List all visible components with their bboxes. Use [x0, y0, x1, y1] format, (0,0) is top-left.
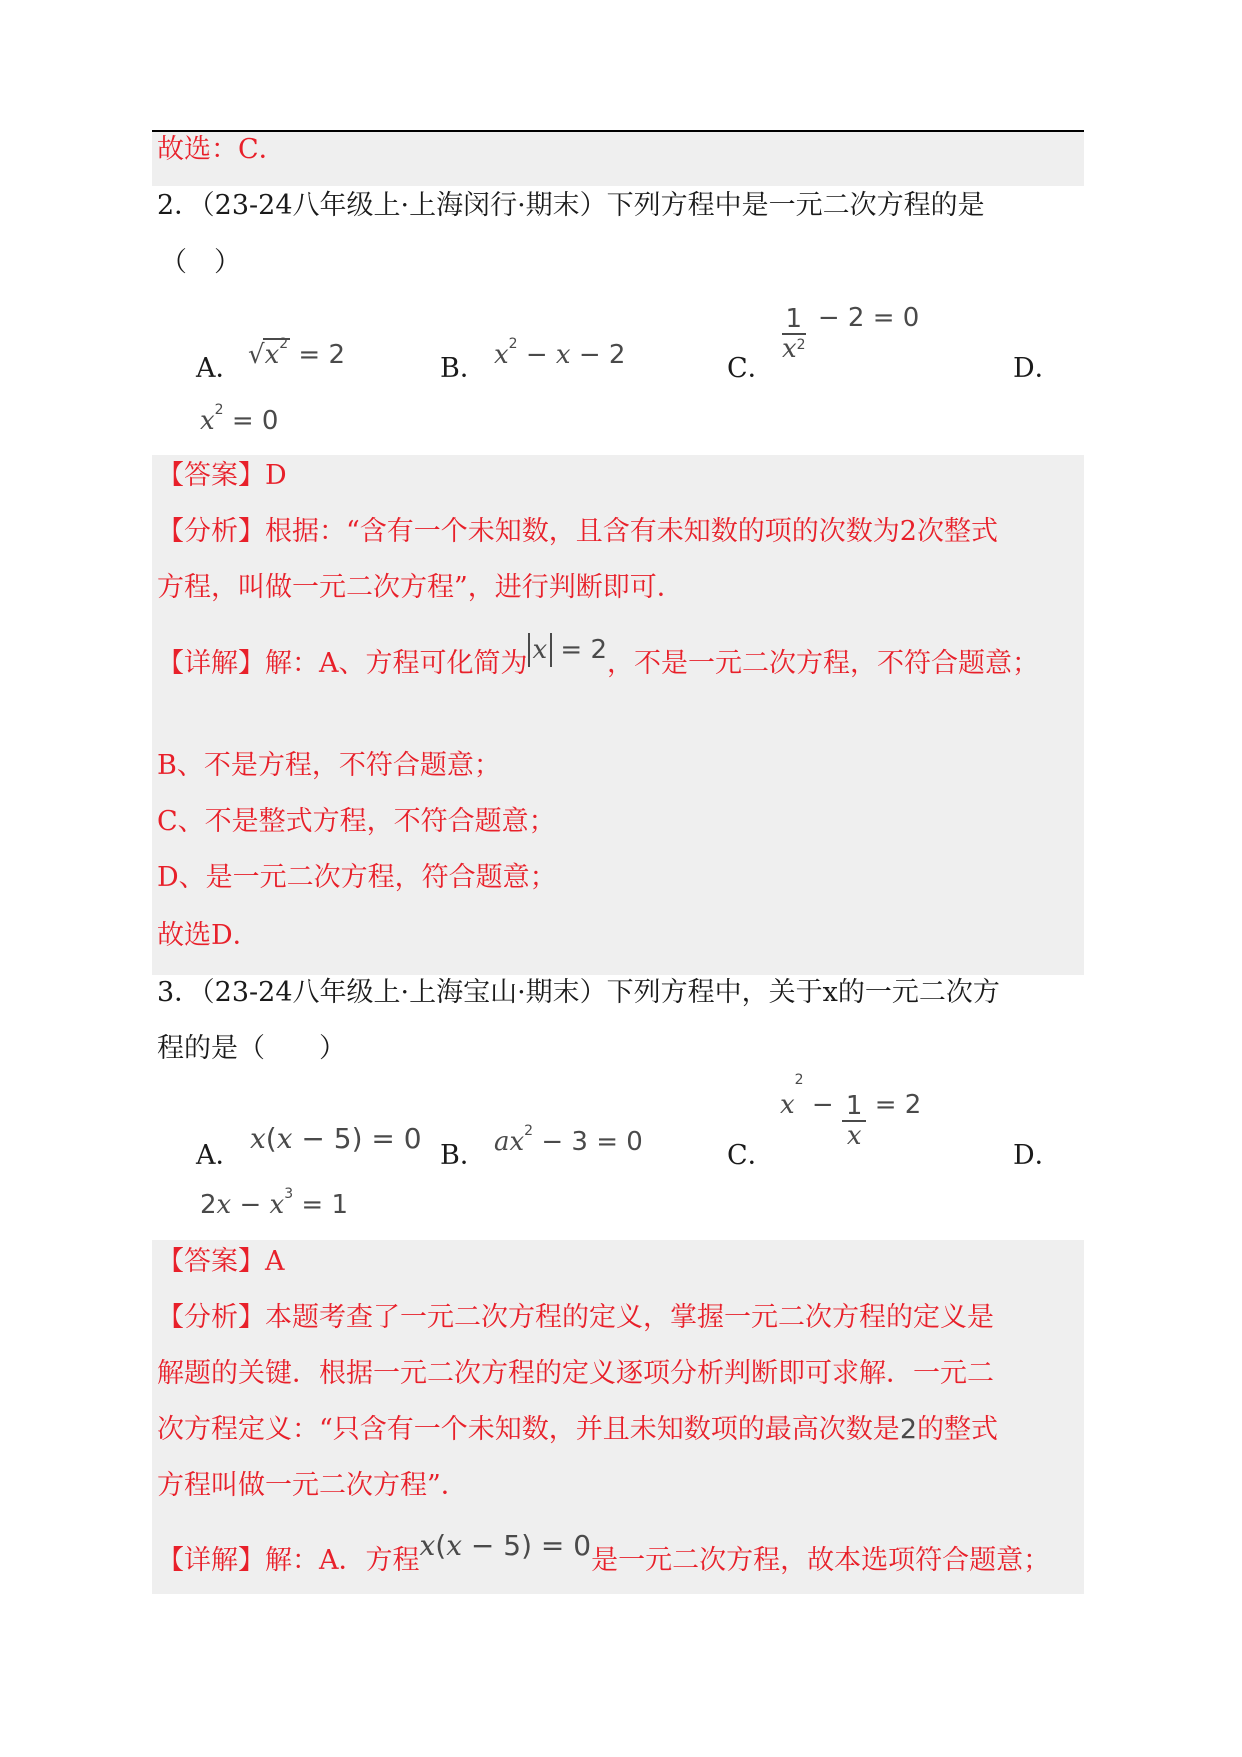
q2-option-a-math: $√x^2 = 2$: [248, 336, 346, 370]
q3-option-d-label: D．: [1013, 1140, 1062, 1171]
q1-conclusion: 故选：C．: [157, 134, 286, 165]
q2-option-c-label: C．: [727, 353, 775, 384]
q2-stem-line2: （ ）: [160, 247, 241, 278]
q2-detail-suffix: ，不是一元二次方程，不符合题意；: [607, 648, 1040, 679]
q3-option-b-math: $ax^2 - 3 = 0$: [494, 1123, 643, 1157]
q3-option-c-label: C．: [727, 1140, 775, 1171]
q2-option-d-label: D．: [1013, 353, 1062, 384]
q2-analysis-line1: 【分析】根据：“含有一个未知数，且含有未知数的项的次数为2次整式: [157, 516, 998, 547]
q3-detail-prefix: 【详解】解：A．方程: [157, 1545, 420, 1576]
q2-detail-math: x = 2: [528, 632, 608, 668]
q3-analysis-line1: 【分析】本题考查了一元二次方程的定义，掌握一元二次方程的定义是: [157, 1302, 994, 1333]
q3-stem-line1: 3．（23-24八年级上·上海宝山·期末）下列方程中，关于x的一元二次方: [157, 977, 1000, 1008]
q3-option-a-math: x(x − 5) = 0: [250, 1122, 422, 1155]
q2-analysis-line2: 方程，叫做一元二次方程”，进行判断即可．: [157, 572, 684, 603]
q3-option-c-math: $x^2$ − $\frac{1}{x}$ = 2: [780, 1072, 922, 1151]
q3-detail-math: x(x − 5) = 0: [419, 1529, 592, 1562]
q3-analysis-line3-suffix: 的整式: [917, 1414, 998, 1445]
q3-analysis-line2: 解题的关键．根据一元二次方程的定义逐项分析判断即可求解．一元二: [157, 1358, 994, 1389]
q1-answer-shade: [152, 132, 1084, 186]
q2-stem-line1: 2．（23-24八年级上·上海闵行·期末）下列方程中是一元二次方程的是: [157, 190, 985, 221]
q2-option-b-math: $x^2 - x - 2$: [494, 336, 626, 370]
q3-analysis-line4: 方程叫做一元二次方程”．: [157, 1470, 468, 1501]
q2-detail-b: B、不是方程，不符合题意；: [157, 750, 501, 781]
q3-analysis-line3: [157, 1412, 998, 1448]
q3-option-a-label: A．: [196, 1140, 243, 1171]
q3-analysis-line3-prefix: 次方程定义：“只含有一个未知数，并且未知数项的最高次数是: [157, 1414, 900, 1445]
q3-stem-line2: 程的是（ ）: [157, 1033, 346, 1064]
q3-detail-suffix: 是一元二次方程，故本选项符合题意；: [591, 1545, 1051, 1576]
q2-option-b-label: B．: [440, 353, 487, 384]
q2-detail-c: C、不是整式方程，不符合题意；: [157, 806, 556, 837]
q2-option-a-label: A．: [196, 353, 243, 384]
q2-option-c-math: $\frac{1}{x^2}$ − 2 = 0: [782, 302, 920, 364]
q2-answer: 【答案】D: [157, 460, 287, 491]
q2-detail-d: D、是一元二次方程，符合题意；: [157, 862, 557, 893]
q3-answer: 【答案】A: [157, 1246, 285, 1277]
q2-conclusion: 故选D．: [157, 920, 260, 951]
q2-option-d-math: $x^2 = 0$: [200, 402, 279, 436]
q3-detail-line: [157, 1529, 1051, 1579]
q2-detail-line: [157, 635, 1040, 682]
q3-option-b-label: B．: [440, 1140, 487, 1171]
q3-option-d-math: $2x - x^3 = 1$: [200, 1186, 348, 1220]
q3-analysis-degree: 2: [899, 1414, 917, 1445]
q2-detail-prefix: 【详解】解：A、方程可化简为: [157, 648, 528, 679]
